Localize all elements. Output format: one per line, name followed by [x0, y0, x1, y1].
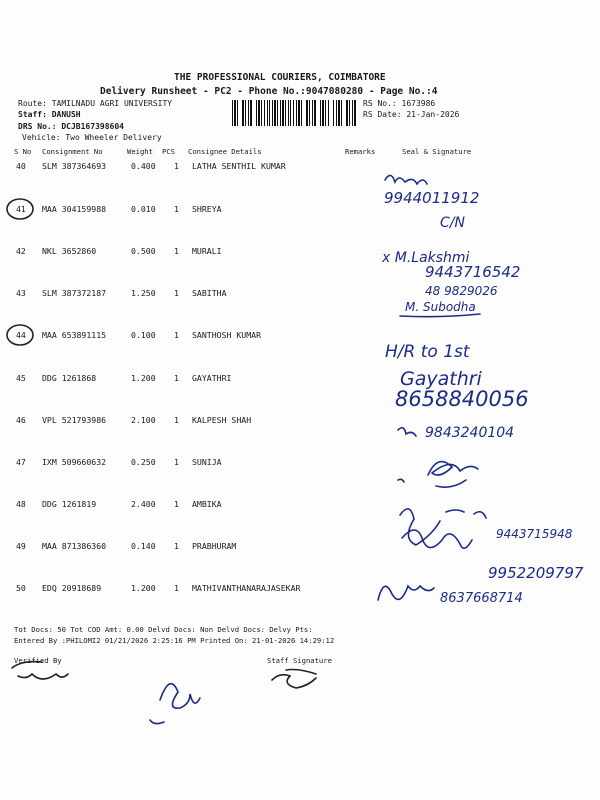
- row-sno: 41: [16, 204, 26, 214]
- col-remarks: Remarks: [345, 147, 376, 156]
- row-pcs: 1: [174, 204, 179, 214]
- table-row: [0, 457, 600, 469]
- staff-label: Staff: DANUSH: [18, 110, 81, 119]
- col-consignment: Consignment No: [42, 147, 103, 156]
- col-seal-signature: Seal & Signature: [402, 147, 472, 156]
- table-row: [0, 373, 600, 385]
- table-row: [0, 288, 600, 300]
- row-consignment: SLM 387364693: [42, 161, 107, 171]
- row-sno: 42: [16, 246, 26, 256]
- col-sno: S No: [14, 147, 32, 156]
- row-weight: 0.500: [131, 246, 156, 256]
- row-consignee: MURALI: [192, 246, 222, 256]
- row-pcs: 1: [174, 541, 179, 551]
- row-weight: 0.400: [131, 161, 156, 171]
- signature-scribble: [398, 479, 404, 482]
- row-sno: 48: [16, 499, 26, 509]
- signature-scribble: [398, 428, 416, 436]
- verified-by-label: Verified By: [14, 656, 62, 665]
- signature-scribble: [385, 175, 427, 184]
- row-weight: 1.200: [131, 373, 156, 383]
- row-sno: 47: [16, 457, 26, 467]
- signature-scribble: [400, 509, 486, 545]
- row-consignment: DDG 1261868: [42, 373, 97, 383]
- row-consignment: VPL 521793986: [42, 415, 107, 425]
- table-row: [0, 541, 600, 553]
- col-consignee: Consignee Details: [188, 147, 262, 156]
- row-consignee: PRABHURAM: [192, 541, 237, 551]
- row-consignee: GAYATHRI: [192, 373, 232, 383]
- row-weight: 0.100: [131, 330, 156, 340]
- verifier-signature: [150, 684, 200, 724]
- hw-phone-46: 9843240104: [425, 425, 515, 441]
- row-sno: 45: [16, 373, 26, 383]
- barcode-overlay: [232, 100, 358, 126]
- hw-phone-40: 9944011912: [384, 189, 480, 207]
- row-sno: 50: [16, 583, 26, 593]
- rs-number: RS No.: 1673986: [363, 99, 436, 108]
- row-consignee: AMBIKA: [192, 499, 222, 509]
- row-consignee: MATHIVANTHANARAJASEKAR: [192, 583, 301, 593]
- row-weight: 0.010: [131, 204, 156, 214]
- vehicle-label: Vehicle: Two Wheeler Delivery: [22, 133, 162, 142]
- row-pcs: 1: [174, 246, 179, 256]
- row-sno: 49: [16, 541, 26, 551]
- hw-phone-45: 8658840056: [395, 387, 529, 411]
- row-consignee: KALPESH SHAH: [192, 415, 252, 425]
- row-consignee: SHREYA: [192, 204, 222, 214]
- col-weight: Weight: [127, 147, 153, 156]
- row-consignment: EDQ 20918689: [42, 583, 102, 593]
- row-pcs: 1: [174, 583, 179, 593]
- row-pcs: 1: [174, 499, 179, 509]
- route-label: Route: TAMILNADU AGRI UNIVERSITY: [18, 99, 173, 108]
- row-sno: 40: [16, 161, 26, 171]
- row-pcs: 1: [174, 330, 179, 340]
- row-consignee: SANTHOSH KUMAR: [192, 330, 262, 340]
- hw-name-43: M. Subodha: [405, 300, 476, 314]
- row-pcs: 1: [174, 288, 179, 298]
- row-consignment: DDG 1261819: [42, 499, 97, 509]
- row-consignment: IXM 509660632: [42, 457, 107, 467]
- table-row: [0, 246, 600, 258]
- hw-phone-49b: 9952209797: [488, 564, 584, 582]
- row-weight: 2.400: [131, 499, 156, 509]
- row-consignment: NKL 3652860: [42, 246, 97, 256]
- hw-number-43: 48 9829026: [425, 284, 498, 298]
- runsheet-subtitle: Delivery Runsheet - PC2 - Phone No.:9047080280 - Page No.:4: [100, 86, 438, 97]
- row-weight: 2.100: [131, 415, 156, 425]
- row-consignment: MAA 304159988: [42, 204, 107, 214]
- row-sno: 46: [16, 415, 26, 425]
- rs-date: RS Date: 21-Jan-2026: [363, 110, 460, 119]
- row-pcs: 1: [174, 415, 179, 425]
- col-pcs: PCS: [162, 147, 175, 156]
- row-consignee: SABITHA: [192, 288, 227, 298]
- row-consignee: SUNIJA: [192, 457, 222, 467]
- hw-note-44: H/R to 1st: [385, 342, 470, 362]
- drs-number: DRS No.: DCJB167398604: [18, 122, 124, 131]
- hw-phone-50: 8637668714: [440, 591, 523, 606]
- hw-name-42: x M.Lakshmi: [382, 250, 470, 266]
- row-consignment: SLM 387372187: [42, 288, 107, 298]
- table-row: [0, 161, 600, 173]
- staff-signature-label: Staff Signature: [267, 656, 332, 665]
- underline-43: [400, 314, 480, 317]
- hw-phone-49a: 9443715948: [496, 527, 573, 541]
- row-pcs: 1: [174, 457, 179, 467]
- totals-line: Tot Docs: 50 Tot COD Amt: 0.00 Delvd Docs: Non Delvd Docs: Delvy Pts:: [14, 625, 313, 634]
- table-row: [0, 204, 600, 216]
- table-row: [0, 583, 600, 595]
- row-consignment: MAA 871386360: [42, 541, 107, 551]
- row-weight: 0.140: [131, 541, 156, 551]
- row-consignee: LATHA SENTHIL KUMAR: [192, 161, 286, 171]
- row-weight: 0.250: [131, 457, 156, 467]
- row-weight: 1.250: [131, 288, 156, 298]
- row-sno: 44: [16, 330, 26, 340]
- hw-note-41: C/N: [440, 215, 465, 231]
- table-row: [0, 499, 600, 511]
- row-sno: 43: [16, 288, 26, 298]
- table-row: [0, 415, 600, 427]
- row-weight: 1.200: [131, 583, 156, 593]
- table-row: [0, 330, 600, 342]
- hw-name-45: Gayathri: [400, 368, 482, 390]
- staff-signature: [272, 670, 316, 689]
- hw-phone-42: 9443716542: [425, 263, 521, 281]
- company-title: THE PROFESSIONAL COURIERS, COIMBATORE: [174, 72, 386, 83]
- row-pcs: 1: [174, 373, 179, 383]
- entered-printed-line: Entered By :PHILOMI2 01/21/2026 2:25:16 PM Printed On: 21-01-2026 14:29:12: [14, 636, 335, 645]
- row-consignment: MAA 653891115: [42, 330, 107, 340]
- row-pcs: 1: [174, 161, 179, 171]
